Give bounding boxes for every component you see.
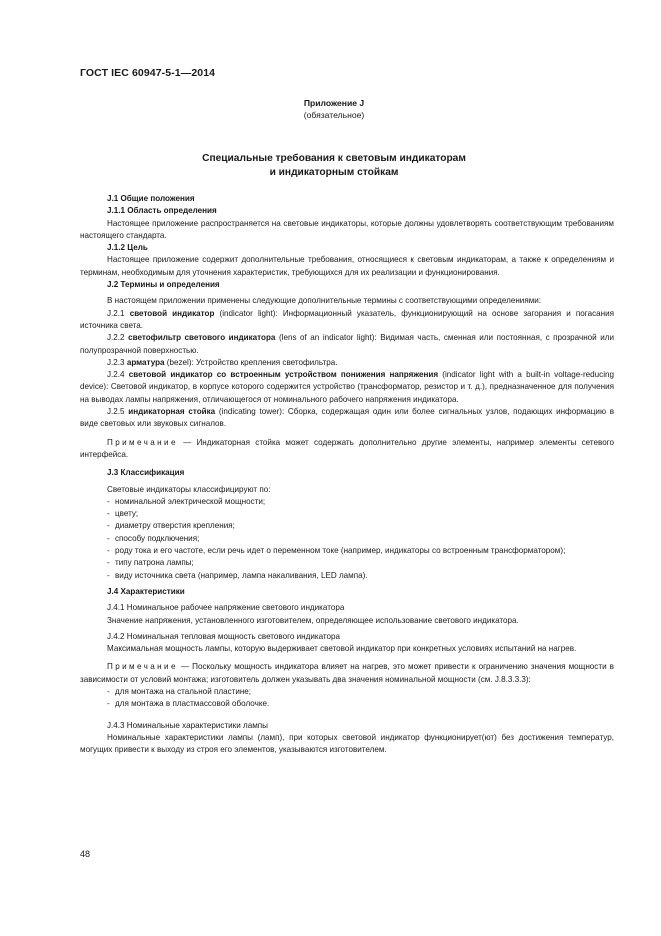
list-item: - для монтажа на стальной пластине; — [107, 686, 252, 696]
section-heading: J.3 Классификация — [107, 468, 185, 478]
term-definition — [80, 357, 614, 369]
section-heading: J.2 Термины и определения — [107, 280, 220, 290]
title-line-1: Специальные требования к световым индикаторам — [202, 153, 466, 164]
note-text: — Поскольку мощность индикатора влияет на нагрев, это может привести к ограничению значения мощности в зависимости от условий монтажа; изготовитель должен указывать два значения номинальной мощности (см. J.8.3.3.3): — [80, 662, 614, 684]
term-number: J.2.1 — [107, 308, 125, 318]
list-item: - номинальной электрической мощности; — [107, 496, 266, 506]
term-text: (lens of an indicator light): Видимая часть, сменная или постоянная, с прозрачной или полупрозрачной поверхностью. — [80, 333, 614, 355]
term-text: (indicating tower): Сборка, содержащая один или более сигнальных узлов, подающих информацию в виде световых или звуковых сигналов. — [80, 407, 615, 429]
title-line-2: и индикаторным стойкам — [269, 167, 399, 178]
paragraph: Световые индикаторы классифицируют по: — [107, 484, 271, 494]
term-number: J.2.4 — [107, 370, 125, 380]
list-item: - роду тока и его частоте, если речь идет о переменном токе (например, индикаторы со встроенным трансформатором); — [107, 546, 566, 556]
paragraph: Настоящее приложение распространяется на световые индикаторы, которые должны удовлетворять соответствующим требованиям настоящего стандарта. — [80, 218, 614, 240]
section-heading: J.1.2 Цель — [107, 243, 148, 253]
paragraph: В настоящем приложении применены следующие дополнительные термины с соответствующими определениями: — [107, 296, 542, 306]
section-heading: J.1 Общие положения — [107, 194, 195, 203]
section-heading: J.4 Характеристики — [107, 586, 185, 596]
document-title — [80, 152, 588, 180]
term-name: светофильтр светового индикатора — [128, 333, 276, 343]
term-text: (indicator light with a built-in voltage-reducing device): Световой индикатор, в корпусе которого содержится устройство (трансформатор, резистор и т. д.), предназначенное для получения на выводах лампы напряжения, отличающегося от номинального рабочего напряжения индикатора. — [80, 370, 614, 404]
subsection-heading: J.4.1 Номинальное рабочее напряжение светового индикатора — [107, 603, 345, 613]
list-item: - цвету; — [107, 509, 139, 519]
page-number: 48 — [80, 849, 91, 859]
paragraph: Номинальные характеристики лампы (ламп), при которых световой индикатор функционирует(ют) без достижения температур, могущих привести к выходу из строя его элементов, указываются изготовителем. — [80, 732, 614, 755]
list-item: - виду источника света (например, лампа накаливания, LED лампа). — [107, 570, 368, 580]
section-heading: J.1.1 Область определения — [107, 206, 217, 216]
paragraph: Максимальная мощность лампы, которую выдерживает световой индикатор при конкретных условиях испытаний на нагрев. — [107, 644, 577, 654]
paragraph: Настоящее приложение содержит дополнительные требования, относящиеся к световым индикаторам, а также к определениям и терминам, необходимым для уточнения характеристик, требующихся для их реализации и функционирования. — [80, 255, 614, 277]
term-number: J.2.5 — [107, 407, 125, 417]
term-number: J.2.2 — [107, 333, 125, 343]
term-name: световой индикатор — [129, 308, 215, 318]
term-text: (bezel): Устройство крепления светофильтра. — [164, 357, 338, 367]
standard-designation: ГОСТ IEC 60947-5-1—2014 — [80, 67, 216, 79]
term-definition — [80, 406, 614, 431]
note-label: Примечание — [107, 437, 178, 447]
subsection-heading: J.4.3 Номинальные характеристики лампы — [107, 720, 268, 730]
list-item: - для монтажа в пластмассовой оболочке. — [107, 699, 270, 709]
list-item: - способу подключения; — [107, 533, 200, 543]
term-name: световой индикатор со встроенным устройством понижения напряжения — [128, 370, 439, 380]
page-body — [80, 193, 614, 756]
term-text: (indicator light): Информационный указатель, функционирующий на основе загорания и погасания источника света. — [80, 308, 615, 330]
term-name: арматура — [126, 357, 165, 367]
note-label: Примечание — [107, 662, 178, 672]
list-item: - типу патрона лампы; — [107, 558, 194, 568]
term-name: индикаторная стойка — [128, 407, 216, 417]
list-item: - диаметру отверстия крепления; — [107, 521, 235, 531]
term-number: J.2.3 — [107, 357, 125, 367]
annex-heading — [80, 97, 588, 121]
subsection-heading: J.4.2 Номинальная тепловая мощность светового индикатора — [107, 631, 341, 641]
term-definition — [80, 308, 614, 333]
note — [80, 437, 614, 462]
annex-status: (обязательное) — [303, 110, 365, 120]
paragraph: Значение напряжения, установленного изготовителем, определяющее использование светового индикатора. — [107, 615, 519, 625]
term-definition — [80, 369, 614, 406]
term-definition — [80, 332, 614, 357]
annex-title: Приложение J — [303, 98, 365, 108]
note-text: — Индикаторная стойка может содержать дополнительно другие элементы, например элементы сетевого интерфейса. — [80, 437, 614, 459]
note — [80, 661, 614, 686]
